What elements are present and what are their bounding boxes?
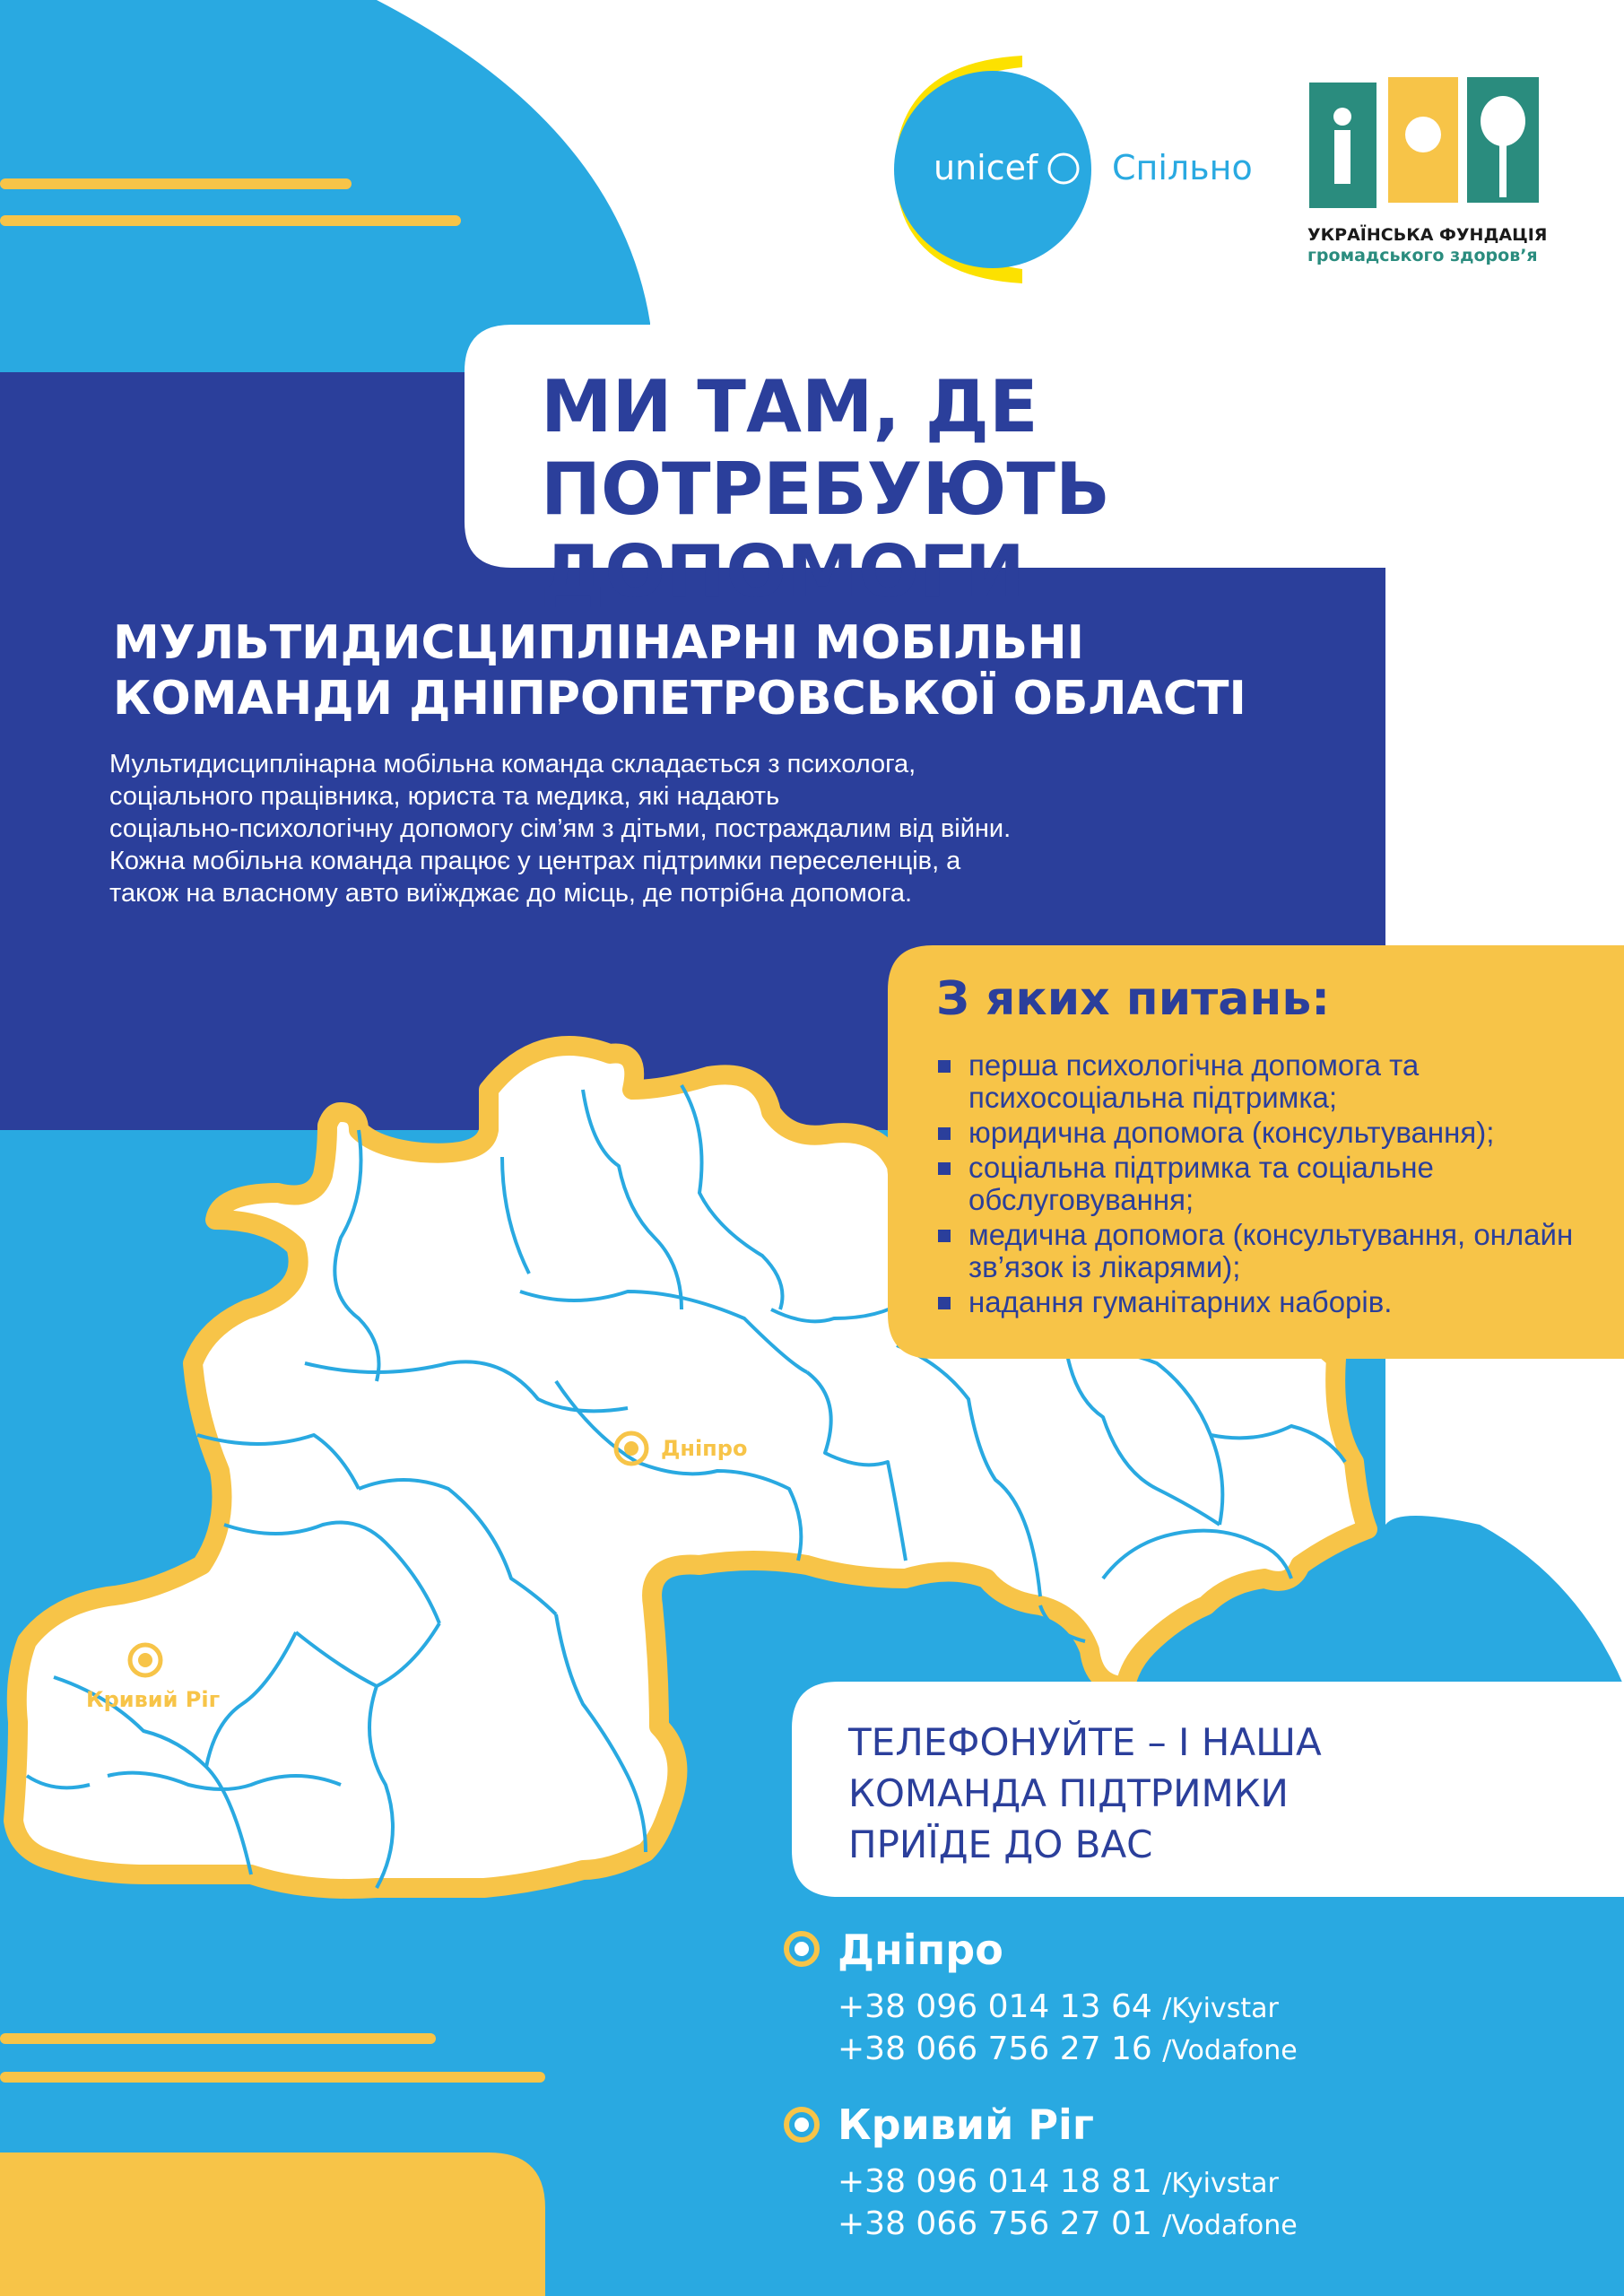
section-body-line: Кожна мобільна команда працює у центрах підтримки переселенців, а bbox=[109, 847, 961, 875]
section-body-line: Мультидисциплінарна мобільна команда складається з психолога, bbox=[109, 750, 916, 778]
phone-line[interactable] bbox=[838, 2161, 1279, 2205]
yellow-block-bottom bbox=[0, 2152, 545, 2296]
contact-marker-dot-1 bbox=[795, 1942, 809, 1956]
page-title bbox=[541, 366, 1581, 613]
section-title bbox=[113, 615, 1350, 726]
phone-line[interactable] bbox=[838, 2204, 1298, 2247]
question-item: перша психологічна допомога та психосоціальна підтримка; bbox=[936, 1049, 1582, 1114]
phone-line[interactable] bbox=[838, 1987, 1279, 2030]
foundation-logo bbox=[1309, 77, 1539, 208]
stripe-top-1 bbox=[0, 178, 352, 189]
phone-number[interactable]: +38 066 756 27 01 bbox=[838, 2205, 1152, 2242]
unicef-wordmark: unicef bbox=[934, 148, 1038, 187]
section-body-line: соціально-психологічну допомогу сім’ям з дітьми, постраждалим від війни. bbox=[109, 814, 1012, 843]
foundation-name-line1: УКРАЇНСЬКА ФУНДАЦІЯ bbox=[1307, 225, 1548, 245]
stripe-bottom-1 bbox=[0, 2033, 436, 2044]
questions-title: З яких питань: bbox=[936, 972, 1331, 1026]
call-to-action bbox=[848, 1717, 1530, 1870]
phone-operator: /Kyivstar bbox=[1162, 2168, 1279, 2199]
section-body-line: також на власному авто виїжджає до місць, де потрібна допомога. bbox=[109, 879, 913, 908]
spilno-wordmark: Спільно bbox=[1112, 148, 1253, 187]
kryvyi-rih-marker-dot bbox=[138, 1653, 152, 1667]
question-item: надання гуманітарних наборів. bbox=[936, 1286, 1582, 1318]
map-label-kryvyi-rih: Кривий Ріг bbox=[86, 1687, 221, 1712]
page-title-line2: ДОПОМОГИ bbox=[541, 530, 1025, 613]
contact-city-dnipro: Дніпро bbox=[838, 1926, 1003, 1974]
contact-city-kryvyi-rih: Кривий Ріг bbox=[838, 2100, 1094, 2149]
page-title-line1: МИ ТАМ, ДЕ ПОТРЕБУЮТЬ bbox=[541, 365, 1110, 531]
call-line3: ПРИЇДЕ ДО ВАС bbox=[848, 1822, 1153, 1866]
questions-list bbox=[936, 1049, 1582, 1321]
section-title-line1: МУЛЬТИДИСЦИПЛІНАРНІ МОБІЛЬНІ bbox=[113, 616, 1084, 670]
phone-line[interactable] bbox=[838, 2029, 1298, 2072]
section-title-line2: КОМАНДИ ДНІПРОПЕТРОВСЬКОЇ ОБЛАСТІ bbox=[113, 672, 1246, 726]
section-body bbox=[109, 748, 1365, 909]
phone-operator: /Kyivstar bbox=[1162, 1993, 1279, 2024]
stripe-bottom-2 bbox=[0, 2072, 545, 2083]
foundation-name-line2: громадського здоров’я bbox=[1307, 246, 1538, 265]
dnipro-marker-dot bbox=[624, 1441, 638, 1456]
question-item: юридична допомога (консультування); bbox=[936, 1117, 1582, 1149]
phone-number[interactable]: +38 096 014 13 64 bbox=[838, 1988, 1152, 2025]
phone-operator: /Vodafone bbox=[1162, 2035, 1298, 2066]
call-line1: ТЕЛЕФОНУЙТЕ – І НАША bbox=[848, 1720, 1322, 1764]
section-body-line: соціального працівника, юриста та медика, які надають bbox=[109, 782, 780, 811]
question-item: соціальна підтримка та соціальне обслуговування; bbox=[936, 1152, 1582, 1216]
call-line2: КОМАНДА ПІДТРИМКИ bbox=[848, 1771, 1289, 1815]
phone-number[interactable]: +38 066 756 27 16 bbox=[838, 2031, 1152, 2067]
stripe-top-2 bbox=[0, 215, 461, 226]
question-item: медична допомога (консультування, онлайн зв’язок із лікарями); bbox=[936, 1219, 1582, 1283]
phone-operator: /Vodafone bbox=[1162, 2210, 1298, 2241]
contact-marker-dot-2 bbox=[795, 2118, 809, 2132]
map-label-dnipro: Дніпро bbox=[661, 1436, 748, 1461]
phone-number[interactable]: +38 096 014 18 81 bbox=[838, 2163, 1152, 2200]
